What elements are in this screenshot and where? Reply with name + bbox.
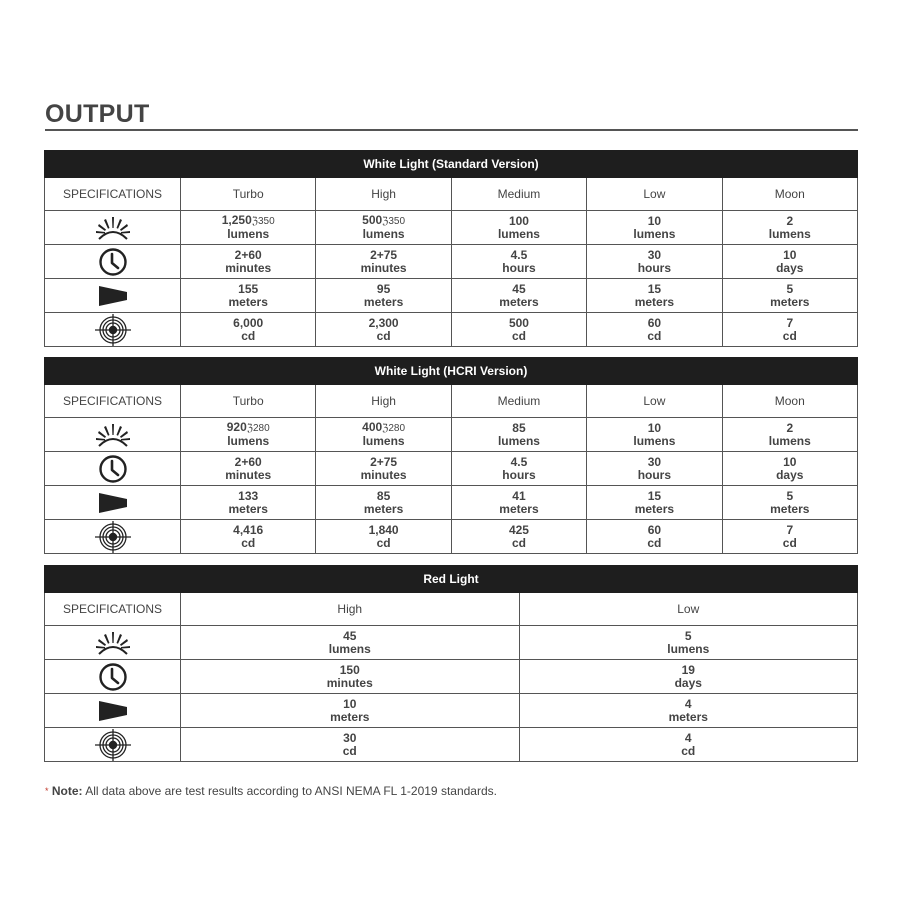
- target-icon: [45, 313, 181, 347]
- cell-unit: lumens: [497, 433, 540, 448]
- main-value: 4.5: [510, 247, 528, 262]
- table-title: Red Light: [45, 566, 858, 593]
- beam-distance-icon: [45, 486, 181, 520]
- brightness-icon: [45, 626, 181, 660]
- cell-value: [316, 421, 450, 435]
- specifications-label: SPECIFICATIONS: [45, 593, 181, 626]
- value-cell: [451, 452, 586, 486]
- value-cell: [587, 452, 722, 486]
- cell-value: [316, 214, 450, 228]
- main-value: 30: [647, 454, 662, 469]
- main-value: 10: [783, 454, 797, 469]
- table-row: [45, 486, 858, 520]
- table-title: White Light (HCRI Version): [45, 358, 858, 385]
- cell-unit: cd: [782, 328, 797, 343]
- mode-header: Moon: [722, 178, 857, 211]
- value-cell: [587, 279, 722, 313]
- stepdown-value: 280: [252, 423, 270, 434]
- value-cell: [181, 660, 520, 694]
- main-value: 500: [508, 315, 529, 330]
- value-cell: [316, 279, 451, 313]
- main-value: 2: [786, 213, 794, 228]
- value-cell: [587, 520, 722, 554]
- mode-header: Moon: [722, 385, 857, 418]
- cell-value: [181, 214, 315, 228]
- value-cell: [181, 452, 316, 486]
- main-value: 30: [343, 730, 357, 745]
- cell-unit: minutes: [360, 260, 407, 275]
- beam-distance-icon: [45, 279, 181, 313]
- spec-table-red: [44, 565, 858, 762]
- main-value: 7: [786, 522, 794, 537]
- stepdown-arrow-icon: ℨ: [251, 216, 258, 227]
- value-cell: [181, 211, 316, 245]
- table-row: [45, 452, 858, 486]
- table-row: [45, 211, 858, 245]
- stepdown-value: 350: [257, 216, 275, 227]
- cell-value: [452, 249, 586, 262]
- value-cell: [181, 694, 520, 728]
- value-cell: [451, 211, 586, 245]
- table-title: White Light (Standard Version): [45, 151, 858, 178]
- cell-value: [587, 456, 721, 469]
- cell-unit: lumens: [768, 226, 811, 241]
- cell-unit: cd: [511, 535, 526, 550]
- main-value: 500: [362, 213, 383, 227]
- mode-header: High: [316, 178, 451, 211]
- cell-value: [316, 249, 450, 262]
- main-value: 2+75: [370, 454, 398, 469]
- cell-value: [520, 732, 858, 745]
- main-value: 60: [647, 522, 662, 537]
- value-cell: [316, 418, 451, 452]
- cell-unit: minutes: [360, 467, 407, 482]
- main-value: 15: [647, 488, 662, 503]
- cell-unit: hours: [637, 260, 672, 275]
- footnote: [45, 784, 497, 798]
- cell-unit: meters: [770, 294, 810, 309]
- cell-unit: cd: [511, 328, 526, 343]
- mode-header: High: [316, 385, 451, 418]
- value-cell: [587, 418, 722, 452]
- cell-value: [723, 317, 857, 330]
- main-value: 1,250: [221, 213, 252, 227]
- specifications-label: SPECIFICATIONS: [45, 178, 181, 211]
- cell-unit: meters: [499, 501, 539, 516]
- value-cell: [181, 626, 520, 660]
- table-row: [45, 660, 858, 694]
- table-row: [45, 626, 858, 660]
- main-value: 19: [681, 662, 695, 677]
- cell-value: [520, 698, 858, 711]
- note-label: Note:: [51, 784, 83, 798]
- spec-table-hcri: [44, 357, 858, 554]
- value-cell: [451, 245, 586, 279]
- table-row: [45, 313, 858, 347]
- stepdown-arrow-icon: ℨ: [382, 216, 389, 227]
- main-value: 5: [684, 628, 692, 643]
- cell-value: [316, 317, 450, 330]
- value-cell: [181, 728, 520, 762]
- value-cell: [722, 520, 857, 554]
- cell-unit: lumens: [227, 227, 270, 241]
- cell-unit: meters: [363, 294, 404, 309]
- cell-value: [587, 317, 721, 330]
- brightness-icon: [45, 418, 181, 452]
- cell-value: [452, 215, 586, 228]
- cell-unit: lumens: [328, 641, 371, 656]
- cell-unit: cd: [342, 743, 357, 758]
- main-value: 133: [238, 488, 259, 503]
- main-value: 425: [508, 522, 529, 537]
- stepdown-arrow-icon: ℨ: [382, 423, 389, 434]
- value-cell: [316, 520, 451, 554]
- main-value: 155: [238, 281, 259, 296]
- cell-value: [452, 283, 586, 296]
- cell-unit: meters: [363, 501, 404, 516]
- cell-value: [181, 490, 315, 503]
- value-cell: [519, 626, 858, 660]
- cell-value: [587, 422, 721, 435]
- cell-value: [181, 524, 315, 537]
- cell-value: [181, 249, 315, 262]
- table-row: [45, 728, 858, 762]
- value-cell: [722, 211, 857, 245]
- cell-unit: lumens: [633, 433, 676, 448]
- value-cell: [451, 520, 586, 554]
- main-value: 85: [376, 488, 391, 503]
- main-value: 7: [786, 315, 794, 330]
- cell-unit: minutes: [225, 260, 272, 275]
- cell-unit: meters: [668, 709, 708, 724]
- stepdown-arrow-icon: ℨ: [246, 423, 253, 434]
- value-cell: [587, 245, 722, 279]
- main-value: 150: [339, 662, 360, 677]
- cell-unit: lumens: [362, 434, 405, 448]
- cell-value: [723, 456, 857, 469]
- main-value: 10: [783, 247, 797, 262]
- cell-value: [181, 698, 519, 711]
- value-cell: [451, 418, 586, 452]
- value-cell: [181, 279, 316, 313]
- cell-unit: cd: [647, 328, 662, 343]
- cell-unit: lumens: [667, 641, 710, 656]
- main-value: 2+60: [234, 454, 262, 469]
- main-value: 4: [684, 730, 692, 745]
- title-divider: [45, 129, 858, 131]
- main-value: 60: [647, 315, 662, 330]
- cell-value: [587, 249, 721, 262]
- cell-unit: lumens: [633, 226, 676, 241]
- mode-header: Low: [587, 385, 722, 418]
- value-cell: [451, 279, 586, 313]
- stepdown-value: 350: [388, 216, 406, 227]
- value-cell: [722, 279, 857, 313]
- main-value: 5: [786, 281, 794, 296]
- value-cell: [722, 245, 857, 279]
- cell-value: [181, 664, 519, 677]
- cell-value: [520, 664, 858, 677]
- main-value: 2,300: [368, 315, 399, 330]
- cell-unit: cd: [647, 535, 662, 550]
- mode-header: Turbo: [181, 385, 316, 418]
- mode-header: Medium: [451, 178, 586, 211]
- cell-value: [181, 283, 315, 296]
- cell-value: [316, 490, 450, 503]
- cell-value: [587, 283, 721, 296]
- value-cell: [587, 486, 722, 520]
- main-value: 400: [362, 420, 383, 434]
- mode-header: Medium: [451, 385, 586, 418]
- cell-value: [316, 456, 450, 469]
- cell-value: [723, 524, 857, 537]
- cell-unit: cd: [681, 743, 696, 758]
- cell-value: [181, 317, 315, 330]
- cell-value: [723, 249, 857, 262]
- table-row: [45, 279, 858, 313]
- cell-unit: meters: [228, 294, 268, 309]
- cell-unit: meters: [634, 294, 675, 309]
- main-value: 2: [786, 420, 794, 435]
- cell-unit: minutes: [326, 675, 373, 690]
- target-icon: [45, 728, 181, 762]
- value-cell: [519, 660, 858, 694]
- table-row: [45, 418, 858, 452]
- mode-header: Low: [519, 593, 858, 626]
- cell-unit: cd: [782, 535, 797, 550]
- main-value: 41: [512, 488, 526, 503]
- cell-value: [520, 630, 858, 643]
- main-value: 100: [508, 213, 529, 228]
- cell-unit: cd: [376, 328, 391, 343]
- value-cell: [722, 452, 857, 486]
- spec-table-standard: [44, 150, 858, 347]
- stepdown-value: 280: [388, 423, 406, 434]
- clock-icon: [45, 660, 181, 694]
- brightness-icon: [45, 211, 181, 245]
- main-value: 95: [376, 281, 391, 296]
- value-cell: [451, 313, 586, 347]
- value-cell: [316, 452, 451, 486]
- value-cell: [451, 486, 586, 520]
- cell-unit: cd: [241, 328, 256, 343]
- clock-icon: [45, 452, 181, 486]
- mode-header: High: [181, 593, 520, 626]
- cell-value: [181, 630, 519, 643]
- cell-value: [723, 422, 857, 435]
- cell-value: [181, 732, 519, 745]
- table-row: [45, 694, 858, 728]
- value-cell: [181, 245, 316, 279]
- main-value: 85: [512, 420, 526, 435]
- note-text: All data above are test results according to ANSI NEMA FL 1-2019 standards.: [82, 784, 497, 798]
- cell-unit: cd: [376, 535, 391, 550]
- cell-unit: meters: [634, 501, 675, 516]
- cell-value: [452, 456, 586, 469]
- main-value: 10: [647, 213, 662, 228]
- value-cell: [316, 211, 451, 245]
- main-value: 30: [647, 247, 662, 262]
- cell-value: [452, 490, 586, 503]
- specifications-label: SPECIFICATIONS: [45, 385, 181, 418]
- cell-value: [587, 215, 721, 228]
- value-cell: [181, 313, 316, 347]
- value-cell: [316, 313, 451, 347]
- cell-unit: meters: [330, 709, 370, 724]
- cell-unit: days: [776, 260, 804, 275]
- cell-value: [723, 283, 857, 296]
- value-cell: [519, 694, 858, 728]
- value-cell: [722, 418, 857, 452]
- value-cell: [587, 211, 722, 245]
- cell-unit: meters: [770, 501, 810, 516]
- cell-unit: lumens: [497, 226, 540, 241]
- cell-unit: minutes: [225, 467, 272, 482]
- mode-header: Low: [587, 178, 722, 211]
- main-value: 4,416: [233, 522, 264, 537]
- page-title: OUTPUT: [45, 100, 150, 128]
- main-value: 4.5: [510, 454, 528, 469]
- cell-unit: lumens: [362, 227, 405, 241]
- table-row: [45, 520, 858, 554]
- cell-unit: cd: [241, 535, 256, 550]
- cell-value: [723, 490, 857, 503]
- value-cell: [181, 520, 316, 554]
- beam-distance-icon: [45, 694, 181, 728]
- cell-unit: lumens: [227, 434, 270, 448]
- cell-value: [452, 524, 586, 537]
- cell-value: [316, 283, 450, 296]
- cell-value: [452, 317, 586, 330]
- value-cell: [316, 245, 451, 279]
- target-icon: [45, 520, 181, 554]
- value-cell: [519, 728, 858, 762]
- main-value: 1,840: [368, 522, 399, 537]
- cell-unit: meters: [228, 501, 268, 516]
- main-value: 2+75: [370, 247, 398, 262]
- value-cell: [181, 418, 316, 452]
- cell-value: [181, 421, 315, 435]
- cell-unit: days: [776, 467, 804, 482]
- cell-unit: hours: [502, 467, 536, 482]
- value-cell: [316, 486, 451, 520]
- cell-unit: hours: [637, 467, 672, 482]
- cell-unit: hours: [502, 260, 536, 275]
- cell-value: [452, 422, 586, 435]
- main-value: 5: [786, 488, 794, 503]
- main-value: 920: [226, 420, 247, 434]
- cell-value: [587, 490, 721, 503]
- value-cell: [722, 313, 857, 347]
- cell-value: [723, 215, 857, 228]
- main-value: 2+60: [234, 247, 262, 262]
- value-cell: [181, 486, 316, 520]
- value-cell: [587, 313, 722, 347]
- clock-icon: [45, 245, 181, 279]
- value-cell: [722, 486, 857, 520]
- mode-header: Turbo: [181, 178, 316, 211]
- cell-value: [181, 456, 315, 469]
- main-value: 10: [647, 420, 662, 435]
- main-value: 45: [512, 281, 526, 296]
- main-value: 6,000: [233, 315, 264, 330]
- main-value: 45: [343, 628, 357, 643]
- cell-unit: days: [674, 675, 702, 690]
- cell-value: [316, 524, 450, 537]
- table-row: [45, 245, 858, 279]
- cell-unit: lumens: [768, 433, 811, 448]
- cell-unit: meters: [499, 294, 539, 309]
- main-value: 10: [343, 696, 357, 711]
- main-value: 4: [684, 696, 692, 711]
- cell-value: [587, 524, 721, 537]
- main-value: 15: [647, 281, 662, 296]
- note-star: *: [45, 786, 49, 796]
